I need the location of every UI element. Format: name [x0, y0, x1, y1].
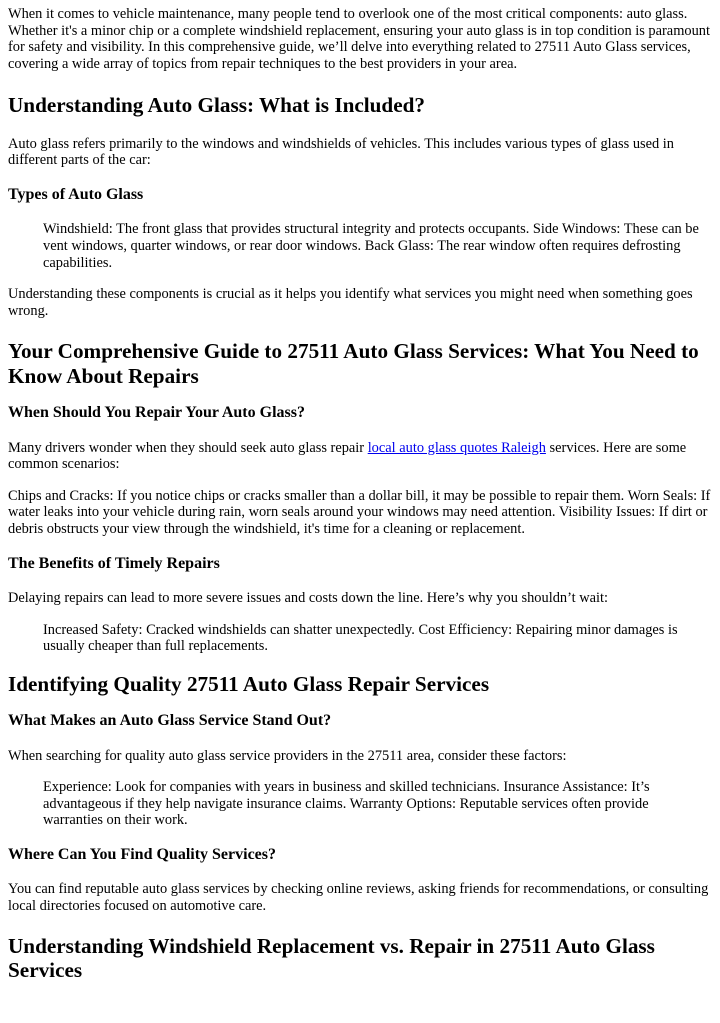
- section-heading-understanding-auto-glass: Understanding Auto Glass: What is Included?: [8, 93, 425, 118]
- components-paragraph: Understanding these components is crucial as it helps you identify what services you might need when something goes wrong.: [8, 286, 693, 319]
- factors-quote-text: Experience: Look for companies with years in business and skilled technicians. Insurance Assistance: It’s advantageous if they help navigate insurance claims. Warranty Options: Reputable services often provide warranties on their work.: [43, 779, 650, 829]
- delaying-repairs-paragraph: Delaying repairs can lead to more severe issues and costs down the line. Here’s why you shouldn’t wait:: [8, 589, 608, 606]
- section-heading-windshield-replacement-vs-repair: Understanding Windshield Replacement vs. Repair in 27511 Auto Glass Services: [8, 933, 655, 982]
- factors-blockquote: [43, 779, 712, 829]
- section-heading-comprehensive-guide: Your Comprehensive Guide to 27511 Auto Glass Services: What You Need to Know About Repairs: [8, 339, 699, 388]
- intro-paragraph: When it comes to vehicle maintenance, many people tend to overlook one of the most critical components: auto glass. Whether it's a minor chip or a complete windshield replacement, ensuring your auto glass is in top condition is paramount for safety and visibility. In this comprehensive guide, we’ll delve into everything related to 27511 Auto Glass services, covering a wide array of topics from repair techniques to the best providers in your area.: [8, 6, 710, 72]
- local-auto-glass-quotes-link[interactable]: local auto glass quotes Raleigh: [367, 439, 546, 456]
- auto-glass-definition-paragraph: Auto glass refers primarily to the windows and windshields of vehicles. This includes various types of glass used in different parts of the car:: [8, 135, 674, 169]
- benefits-quote-text: Increased Safety: Cracked windshields can shatter unexpectedly. Cost Efficiency: Repairing minor damages is usually cheaper than full replacements.: [43, 621, 678, 655]
- types-blockquote: [43, 221, 712, 271]
- scenarios-paragraph: Chips and Cracks: If you notice chips or cracks smaller than a dollar bill, it may be possible to repair them. Worn Seals: If water leaks into your vehicle during rain, worn seals around your windows may need attention. Visibility Issues: If dirt or debris obstructs your view through the windshield, it's time for a cleaning or replacement.: [8, 487, 711, 537]
- article: [0, 6, 720, 982]
- many-drivers-paragraph: [8, 440, 712, 473]
- subheading-benefits-of-timely-repairs: The Benefits of Timely Repairs: [8, 554, 220, 572]
- many-drivers-text-after: services. Here are some common scenarios:: [8, 439, 687, 473]
- types-quote-text: Windshield: The front glass that provides structural integrity and protects occupants. Side Windows: These can be vent windows, quarter windows, or rear door windows. Back Glass: The rear window often requires defrosting capabilities.: [43, 221, 699, 271]
- reputable-services-paragraph: You can find reputable auto glass services by checking online reviews, asking friends for recommendations, or consulting local directories focused on automotive care.: [8, 881, 709, 914]
- section-heading-identifying-quality: Identifying Quality 27511 Auto Glass Repair Services: [8, 671, 490, 696]
- when-searching-paragraph: When searching for quality auto glass service providers in the 27511 area, consider these factors:: [8, 747, 567, 764]
- subheading-where-find-services: Where Can You Find Quality Services?: [8, 845, 277, 863]
- benefits-blockquote: [43, 622, 712, 655]
- subheading-when-to-repair: When Should You Repair Your Auto Glass?: [8, 404, 305, 422]
- subheading-what-makes-stand-out: What Makes an Auto Glass Service Stand Out?: [8, 712, 332, 730]
- subheading-types-of-auto-glass: Types of Auto Glass: [8, 185, 144, 203]
- many-drivers-text-before: Many drivers wonder when they should seek auto glass repair: [8, 439, 368, 456]
